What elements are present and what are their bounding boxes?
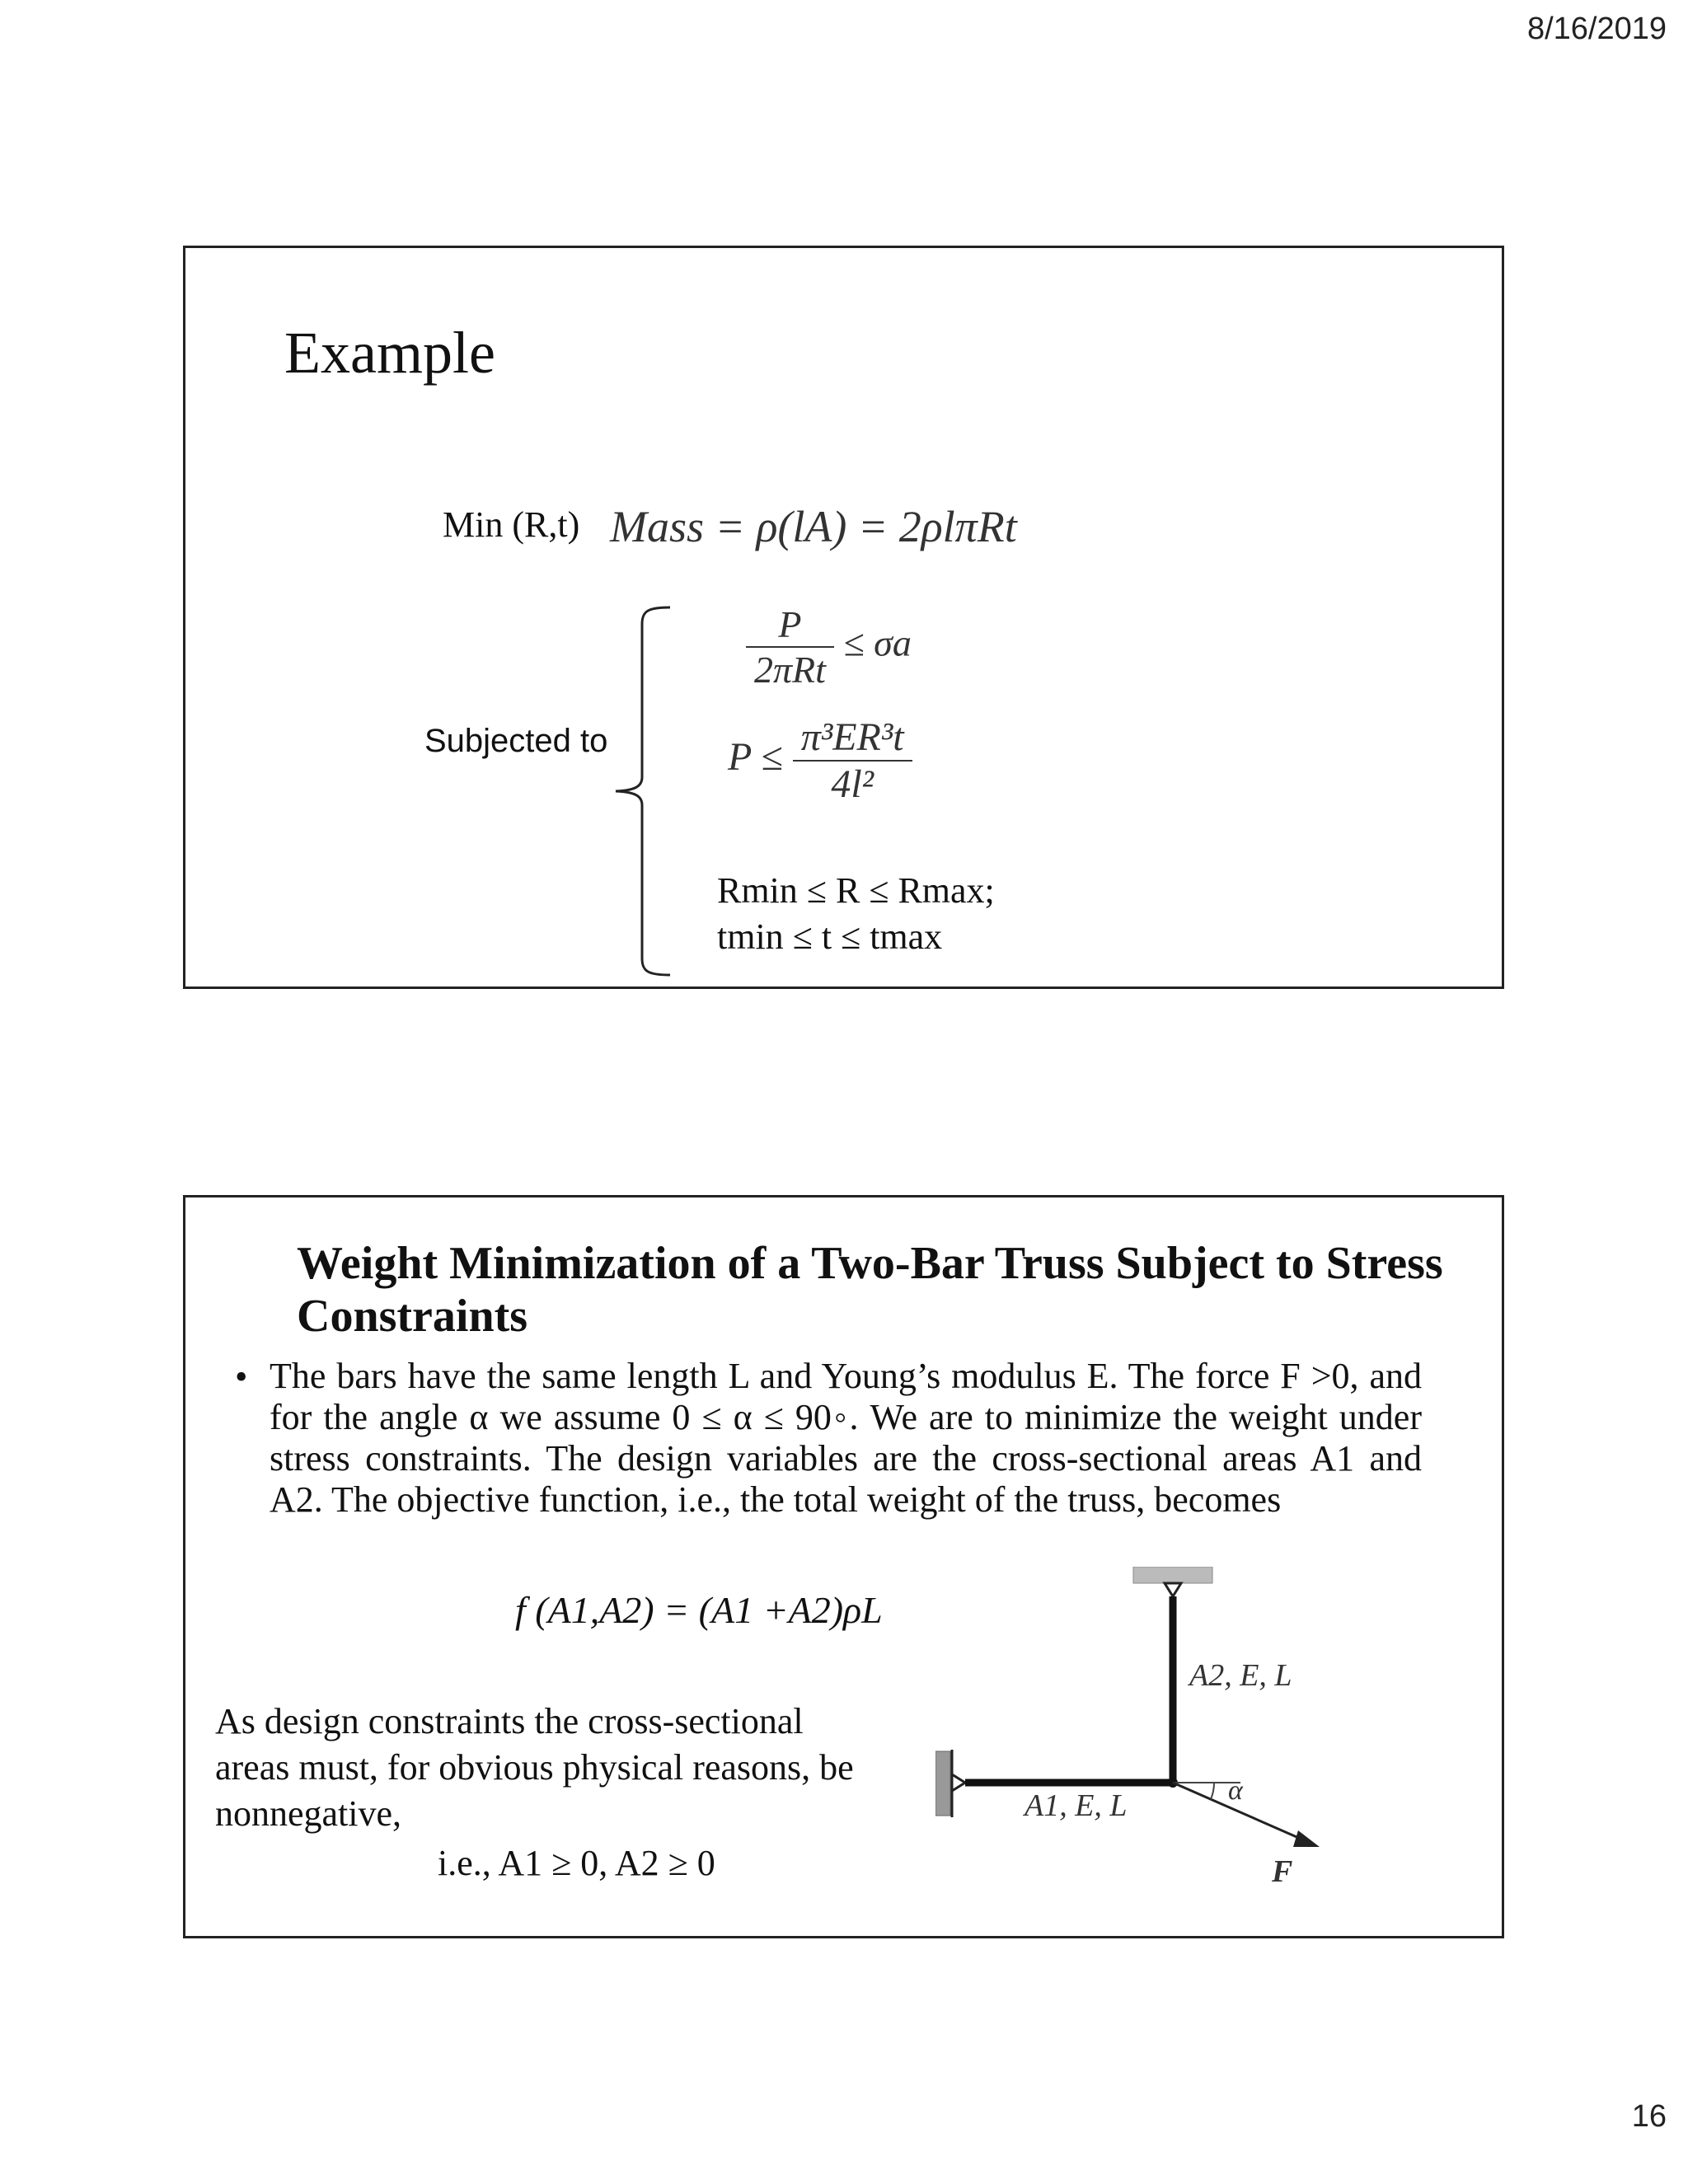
objective-equation: Mass = ρ(lA) = 2ρlπRt <box>610 502 1017 551</box>
force-arrow-icon <box>1293 1830 1320 1847</box>
bar-2-label: A2, E, L <box>1189 1658 1292 1693</box>
truss-diagram <box>935 1567 1364 1905</box>
constraint-brace <box>614 604 680 978</box>
stress-denominator: 2πRt <box>746 646 834 691</box>
bullet-icon: • <box>235 1357 248 1397</box>
bullet-text: The bars have the same length L and Young’s modulus E. The force F >0, and for the angle α we assume 0 ≤ α ≤ 90◦. We are to minimize the weight under stress constraints. The design variables are the cross-sectional areas A1 and A2. The objective function, i.e., the total weight of the truss, becomes <box>270 1356 1422 1520</box>
slide-example <box>183 246 1504 989</box>
header-date: 8/16/2019 <box>1526 12 1667 46</box>
objective-function: f (A1,A2) = (A1 +A2)ρL <box>515 1589 883 1631</box>
constraints-text: As design constraints the cross-sectional areas must, for obvious physical reasons, be nonnegative, <box>215 1701 854 1834</box>
nonnegativity-inequalities: i.e., A1 ≥ 0, A2 ≥ 0 <box>438 1843 715 1883</box>
page-number: 16 <box>1631 2099 1667 2134</box>
subjected-to-label: Subjected to <box>424 723 608 759</box>
buckling-denominator: 4l² <box>793 760 912 807</box>
thickness-bounds: tmin ≤ t ≤ tmax <box>717 916 943 957</box>
slide-truss <box>183 1195 1504 1938</box>
bounds-constraints <box>717 868 995 960</box>
slide-title: Weight Minimization of a Two-Bar Truss Subject to Stress Constraints <box>297 1238 1443 1342</box>
buckling-numerator: π³ER³t <box>800 715 904 759</box>
minimize-label: Min (R,t) <box>443 504 580 545</box>
ceiling-support <box>1133 1567 1212 1583</box>
bar-1-label: A1, E, L <box>1025 1788 1128 1823</box>
top-pin <box>1165 1583 1181 1596</box>
angle-label: α <box>1228 1775 1243 1806</box>
wall-support <box>935 1751 950 1816</box>
radius-bounds: Rmin ≤ R ≤ Rmax; <box>717 870 995 911</box>
stress-rhs: ≤ σa <box>843 621 912 664</box>
left-pin <box>952 1774 965 1791</box>
stress-numerator: P <box>778 603 802 645</box>
angle-arc <box>1211 1783 1214 1799</box>
force-label: F <box>1272 1854 1293 1889</box>
stress-constraint <box>746 602 912 691</box>
buckling-constraint <box>728 715 912 807</box>
slide-title: Example <box>284 320 495 386</box>
buckling-lhs: P ≤ <box>728 735 783 780</box>
